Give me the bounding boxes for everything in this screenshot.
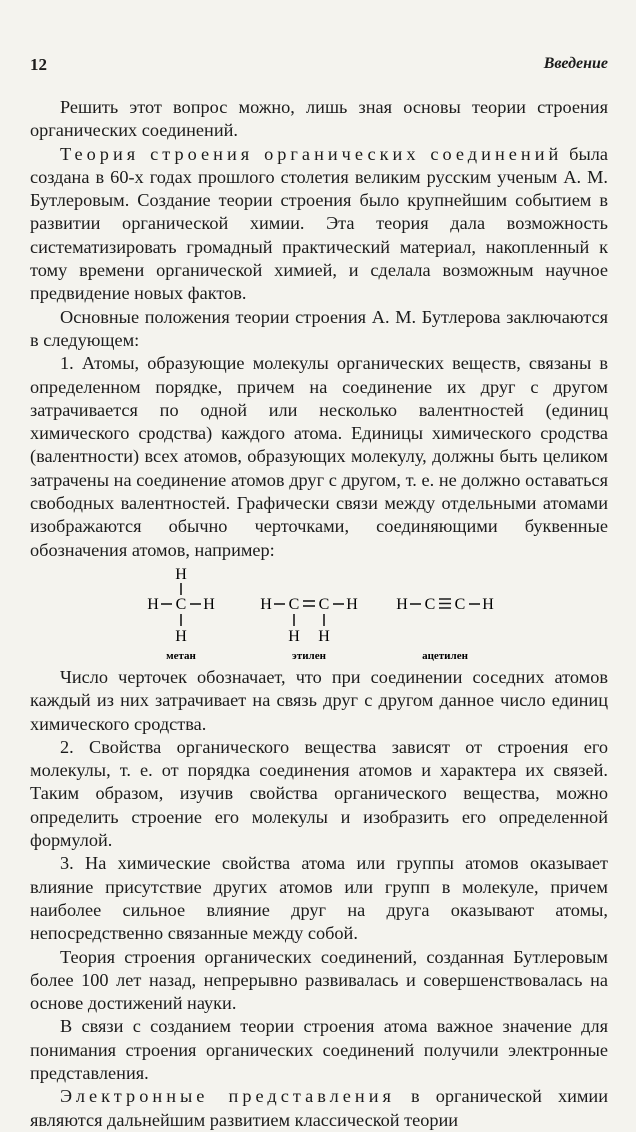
ethylene-bottom-h-2: H: [318, 627, 330, 645]
paragraph-10: [30, 1085, 608, 1132]
paragraph-2: [30, 143, 608, 306]
paragraph-5: Число черточек обозначает, что при соединении соседних атомов каждый из них затрачивает на связь друг с другом данное число единиц химического сродства.: [30, 666, 608, 734]
paragraph-3: Основные положения теории строения А. М. Бутлерова заключаются в следующем:: [30, 306, 608, 350]
acetylene-right-h: H: [482, 595, 494, 613]
paragraph-1: Решить этот вопрос можно, лишь зная основы теории строения органических соединений.: [30, 97, 608, 141]
paragraph-8: Теория строения органических соединений, созданная Бутлеровым более 100 лет назад, непрерывно развивалась и совершенствовалась на основе достижений науки.: [30, 946, 608, 1014]
body-text: [30, 96, 608, 1132]
running-title: Введение: [543, 55, 608, 72]
acetylene-formula: [396, 596, 494, 662]
paragraph-6: 2. Свойства органического вещества зависят от строения его молекулы, т. е. от порядка соединения атомов и характера их связей. Таким образом, изучив свойства органического вещества, можно определить строение его молекулы и изобразить его определенной формулой.: [30, 736, 608, 851]
spaced-term-theory: Теория строения органических соединений: [60, 143, 563, 164]
acetylene-carbon-2: C: [454, 595, 466, 613]
methane-right-h: H: [203, 595, 215, 613]
ethylene-formula: [260, 596, 358, 662]
spaced-term-electronic: Электронные представления: [60, 1086, 395, 1107]
paragraph-10-text: в органической химии являются дальнейшим развитием классической теории: [30, 1086, 608, 1130]
methane-carbon: C: [175, 595, 187, 613]
paragraph-9: В связи с созданием теории строения атома важное значение для понимания строения органических соединений получили электронные представления.: [30, 1016, 608, 1083]
paragraph-2-text: была создана в 60-х годах прошлого столетия великим русским ученым А. М. Бутлеровым. Создание теории строения было крупнейшим событием в развитии органической химии. Эта теория дала возможность систематизировать громадный практический материал, накопленный к тому времени органической химией, и сделала возможным научное предвидение новых фактов.: [30, 143, 608, 304]
ethylene-right-h: H: [346, 595, 358, 613]
ethylene-carbon-2: C: [318, 595, 330, 613]
ethylene-bottom-h-1: H: [288, 627, 300, 645]
paragraph-4: 1. Атомы, образующие молекулы органических веществ, связаны в определенном порядке, причем на соединение их друг с другом затрачивается по одной или несколько валентностей (единиц химического сродства) каждого атома. Единицы химического сродства (валентности) всех атомов, образующих молекулу, должны быть целиком затрачены на соединение атомов друг с другом, т. е. не должно оставаться свободных валентностей. Графически связи между отдельными атомами изображаются обычно черточками, соединяющими буквенные обозначения атомов, например:: [30, 353, 608, 560]
acetylene-carbon-1: C: [424, 595, 436, 613]
page-header: [30, 55, 608, 79]
paragraph-7: 3. На химические свойства атома или группы атомов оказывает влияние присутствие других атомов или групп в молекуле, причем наиболее сильное влияние друг на друга оказывают атомы, непосредственно связанные между собой.: [30, 853, 608, 944]
ethylene-left-h: H: [260, 595, 272, 613]
acetylene-left-h: H: [396, 595, 408, 613]
methane-left-h: H: [147, 595, 159, 613]
formulas-drawing: [30, 563, 608, 663]
methane-top-h: H: [175, 565, 187, 583]
acetylene-caption: ацетилен: [422, 649, 468, 662]
methane-formula: [147, 566, 215, 662]
page-number: 12: [30, 55, 47, 74]
structural-formulas: [30, 563, 608, 663]
methane-bottom-h: H: [175, 627, 187, 645]
ethylene-caption: этилен: [292, 649, 326, 662]
methane-caption: метан: [166, 649, 196, 662]
ethylene-carbon-1: C: [288, 595, 300, 613]
